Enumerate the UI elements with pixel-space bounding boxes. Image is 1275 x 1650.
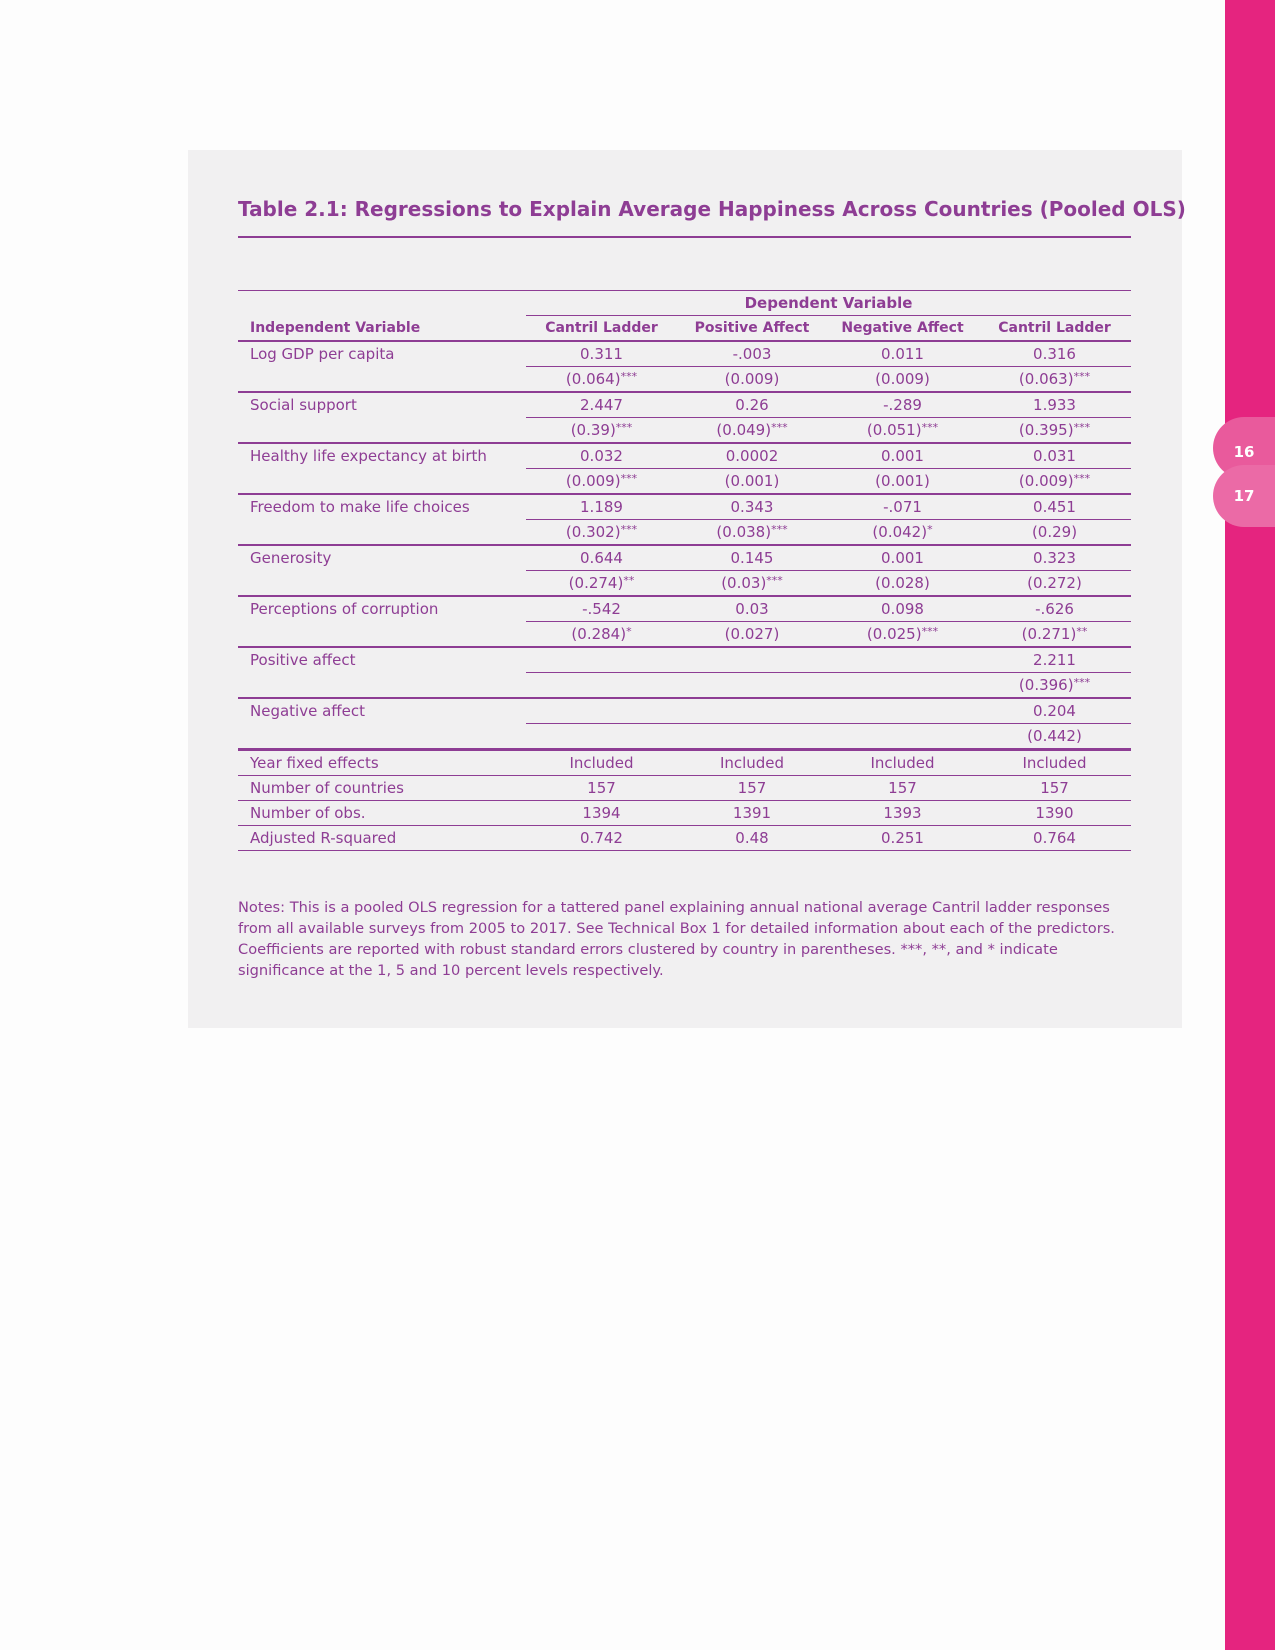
significance-stars: *** [620,472,638,485]
column-header: Cantril Ladder [526,316,677,342]
standard-error-cell [827,367,978,393]
summary-value: Included [978,750,1131,776]
column-header: Cantril Ladder [978,316,1131,342]
coefficient-cell: 0.316 [978,341,1131,367]
summary-value: 1391 [677,801,827,826]
summary-label: Year fixed effects [238,750,526,776]
variable-label: Social support [250,396,357,415]
coefficient-cell: 0.145 [677,545,827,571]
standard-error-cell [526,367,677,393]
coefficient-cell: 0.032 [526,443,677,469]
summary-row [238,801,1131,826]
summary-value: 157 [526,776,677,801]
standard-error-cell [978,520,1131,546]
standard-error-row [238,367,1131,393]
standard-error-value: (0.009) [724,370,780,388]
dependent-variable-header: Dependent Variable [526,291,1131,316]
standard-error-value: (0.063) [1018,370,1074,388]
coefficient-row [238,443,1131,469]
page-side-strip [1225,0,1275,1650]
standard-error-cell [978,367,1131,393]
standard-error-cell [978,571,1131,597]
summary-label: Number of countries [238,776,526,801]
coefficient-cell: 0.0002 [677,443,827,469]
coefficient-cell: 1.189 [526,494,677,520]
standard-error-cell [827,724,978,750]
title-rule [238,236,1131,238]
coefficient-row [238,698,1131,724]
column-header: Negative Affect [827,316,978,342]
empty-label [238,571,526,597]
standard-error-cell [677,367,827,393]
significance-stars: * [626,625,632,638]
standard-error-cell [978,418,1131,444]
significance-stars: *** [1073,676,1091,689]
summary-value: 157 [827,776,978,801]
standard-error-value: (0.051) [866,421,922,439]
summary-value: 0.251 [827,826,978,851]
variable-label: Log GDP per capita [250,345,395,364]
standard-error-cell [827,622,978,648]
variable-label: Positive affect [250,651,356,670]
summary-row [238,750,1131,776]
significance-stars: *** [1073,472,1091,485]
coefficient-cell [827,647,978,673]
coefficient-cell: 0.26 [677,392,827,418]
standard-error-value: (0.001) [875,472,930,490]
standard-error-value: (0.028) [875,574,930,592]
summary-value: 0.742 [526,826,677,851]
significance-stars: *** [921,421,939,434]
significance-stars: *** [771,421,788,434]
standard-error-cell [677,571,827,597]
significance-stars: *** [620,523,638,536]
coefficient-row [238,647,1131,673]
coefficient-cell: 1.933 [978,392,1131,418]
variable-label: Freedom to make life choices [250,498,470,517]
standard-error-value: (0.29) [1031,523,1078,541]
standard-error-cell [677,724,827,750]
summary-value: 1393 [827,801,978,826]
coefficient-cell: -.289 [827,392,978,418]
standard-error-value: (0.042) [872,523,928,541]
standard-error-cell [978,622,1131,648]
standard-error-value: (0.025) [866,625,922,643]
standard-error-cell [827,418,978,444]
independent-variable-header: Independent Variable [238,316,526,342]
coefficient-cell: 0.204 [978,698,1131,724]
summary-value: Included [526,750,677,776]
standard-error-cell [677,622,827,648]
summary-row [238,826,1131,851]
coefficient-cell: 0.031 [978,443,1131,469]
significance-stars: *** [766,574,783,587]
coefficient-cell: 0.343 [677,494,827,520]
standard-error-cell [677,469,827,495]
standard-error-value: (0.009) [1018,472,1074,490]
significance-stars: *** [921,625,939,638]
summary-value: 157 [677,776,827,801]
empty-label [238,367,526,393]
coefficient-cell [677,698,827,724]
empty-label [238,622,526,648]
coefficient-cell: 0.011 [827,341,978,367]
coefficient-cell: 0.03 [677,596,827,622]
standard-error-value: (0.038) [716,523,772,541]
standard-error-row [238,673,1131,699]
standard-error-value: (0.284) [571,625,627,643]
empty-corner [238,291,526,316]
significance-stars: ** [1076,625,1088,638]
coefficient-cell [526,647,677,673]
standard-error-cell [827,469,978,495]
standard-error-row [238,469,1131,495]
coefficient-cell [827,698,978,724]
variable-label: Perceptions of corruption [250,600,439,619]
summary-value: 157 [978,776,1131,801]
standard-error-cell [526,622,677,648]
empty-label [238,469,526,495]
summary-value: 1394 [526,801,677,826]
variable-label: Negative affect [250,702,365,721]
empty-label [238,724,526,750]
summary-value: 0.764 [978,826,1131,851]
empty-label [238,520,526,546]
coefficient-cell: -.542 [526,596,677,622]
coefficient-row [238,392,1131,418]
standard-error-cell [526,724,677,750]
standard-error-value: (0.049) [716,421,772,439]
summary-label: Number of obs. [238,801,526,826]
coefficient-row [238,341,1131,367]
standard-error-value: (0.03) [721,574,767,592]
coefficient-cell: 0.644 [526,545,677,571]
significance-stars: *** [771,523,788,536]
standard-error-row [238,520,1131,546]
significance-stars: *** [1073,421,1091,434]
standard-error-cell [978,673,1131,699]
standard-error-cell [526,520,677,546]
empty-label [238,673,526,699]
significance-stars: *** [620,370,638,383]
coefficient-cell [677,647,827,673]
significance-stars: ** [623,574,635,587]
standard-error-value: (0.274) [568,574,624,592]
standard-error-value: (0.395) [1018,421,1074,439]
coefficient-cell: 2.447 [526,392,677,418]
standard-error-value: (0.271) [1021,625,1077,643]
standard-error-value: (0.302) [565,523,621,541]
coefficient-row [238,545,1131,571]
standard-error-cell [526,673,677,699]
column-header: Positive Affect [677,316,827,342]
standard-error-cell [827,673,978,699]
summary-row [238,776,1131,801]
standard-error-cell [677,673,827,699]
coefficient-row [238,596,1131,622]
table-notes: Notes: This is a pooled OLS regression for a tattered panel explaining annual national average Cantril ladder responses from all available surveys from 2005 to 2017. See Technical Box 1 for detailed information about each of the predictors. Coefficients are reported with robust standard errors clustered by country in parentheses. ***, **, and * indicate significance at the 1, 5 and 10 percent levels respectively. [238,899,1115,979]
standard-error-row [238,724,1131,750]
coefficient-row [238,494,1131,520]
coefficient-cell: 2.211 [978,647,1131,673]
coefficient-cell: 0.311 [526,341,677,367]
standard-error-value: (0.272) [1027,574,1082,592]
table-title: Table 2.1: Regressions to Explain Average Happiness Across Countries (Pooled OLS) [238,197,1186,221]
standard-error-cell [526,469,677,495]
summary-value: 0.48 [677,826,827,851]
standard-error-cell [677,418,827,444]
coefficient-cell: -.626 [978,596,1131,622]
standard-error-cell [827,571,978,597]
standard-error-cell [978,724,1131,750]
summary-value: Included [827,750,978,776]
standard-error-value: (0.027) [724,625,780,643]
significance-stars: *** [615,421,633,434]
coefficient-cell: 0.323 [978,545,1131,571]
coefficient-cell: -.071 [827,494,978,520]
standard-error-cell [526,418,677,444]
header-row [238,316,1131,342]
standard-error-row [238,571,1131,597]
standard-error-cell [526,571,677,597]
coefficient-cell: 0.001 [827,443,978,469]
summary-value: Included [677,750,827,776]
regression-table [238,290,1131,851]
dependent-variable-row [238,291,1131,316]
standard-error-value: (0.442) [1027,727,1082,745]
variable-label: Generosity [250,549,332,568]
empty-label [238,418,526,444]
variable-label: Healthy life expectancy at birth [250,447,487,466]
coefficient-cell: 0.098 [827,596,978,622]
table-panel [188,150,1186,1028]
standard-error-value: (0.009) [875,370,930,388]
significance-stars: *** [1073,370,1091,383]
standard-error-cell [978,469,1131,495]
summary-label: Adjusted R-squared [238,826,526,851]
standard-error-value: (0.396) [1018,676,1074,694]
coefficient-cell: 0.451 [978,494,1131,520]
summary-value: 1390 [978,801,1131,826]
coefficient-cell: -.003 [677,341,827,367]
standard-error-row [238,418,1131,444]
page-number-16: 16 [1233,443,1255,461]
significance-stars: * [927,523,933,536]
coefficient-cell [526,698,677,724]
standard-error-value: (0.064) [565,370,621,388]
standard-error-cell [677,520,827,546]
standard-error-value: (0.009) [565,472,621,490]
standard-error-value: (0.001) [724,472,780,490]
standard-error-value: (0.39) [570,421,616,439]
page-number-17: 17 [1233,487,1255,505]
standard-error-row [238,622,1131,648]
coefficient-cell: 0.001 [827,545,978,571]
standard-error-cell [827,520,978,546]
